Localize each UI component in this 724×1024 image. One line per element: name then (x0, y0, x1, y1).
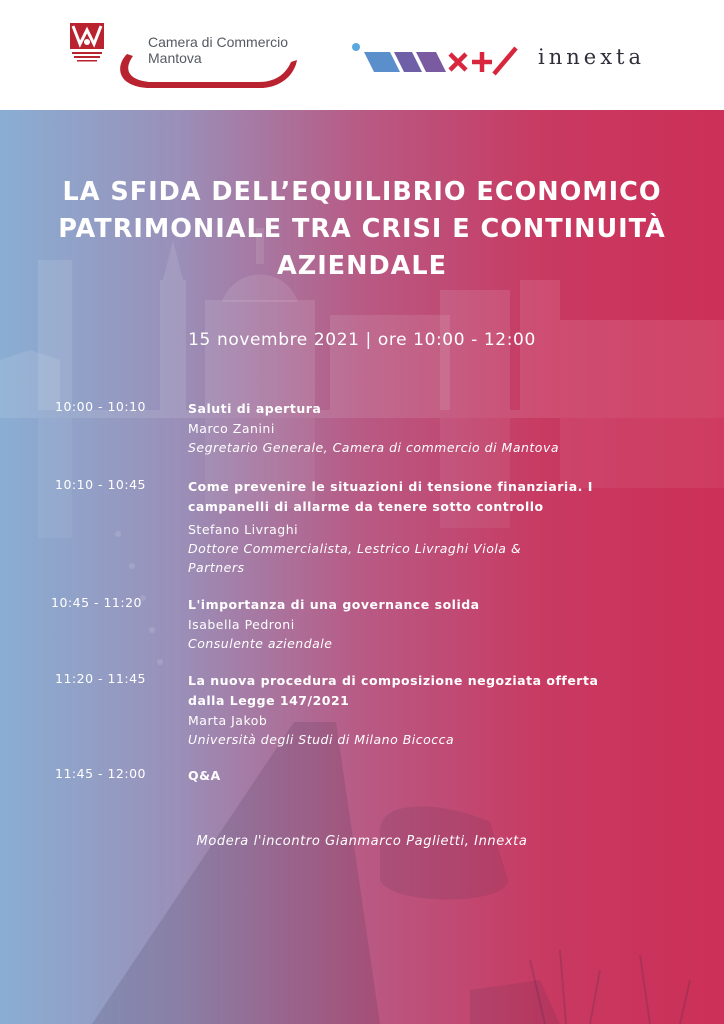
agenda-title: Q&A (188, 768, 221, 783)
innexta-graphic-mark (350, 38, 526, 78)
agenda-role: Consulente aziendale (188, 636, 333, 651)
agenda-time: 11:45 - 12:00 (55, 766, 147, 781)
agenda-speaker: Isabella Pedroni (188, 617, 295, 632)
chamber-crest-logo (68, 22, 106, 62)
poster-title-line: AZIENDALE (276, 251, 448, 281)
poster-title-line: LA SFIDA DELL’EQUILIBRIO ECONOMICO (62, 177, 662, 207)
chamber-swoosh-logo (113, 50, 299, 92)
agenda-title: La nuova procedura di composizione negoziata offerta (188, 673, 599, 688)
event-date-time: 15 novembre 2021 | ore 10:00 - 12:00 (188, 330, 536, 350)
agenda-speaker: Stefano Livraghi (188, 522, 299, 537)
agenda-speaker: Marta Jakob (188, 713, 268, 728)
agenda-body (188, 671, 668, 749)
agenda-speaker: Marco Zanini (188, 421, 275, 436)
agenda-time: 10:10 - 10:45 (55, 477, 147, 492)
chamber-name-line1: Camera di Commercio (148, 34, 289, 50)
agenda-title: L'importanza di una governance solida (188, 597, 480, 612)
agenda-body (188, 595, 668, 653)
poster-title-line: PATRIMONIALE TRA CRISI E CONTINUITÀ (58, 214, 666, 244)
agenda-time: 10:45 - 11:20 (51, 595, 143, 610)
agenda-body (188, 766, 668, 786)
agenda-role: Partners (188, 560, 245, 575)
agenda-role: Università degli Studi di Milano Bicocca (188, 732, 455, 747)
agenda-role: Dottore Commercialista, Lestrico Livraghi Viola & (188, 541, 522, 556)
agenda-role: Segretario Generale, Camera di commercio di Mantova (188, 440, 560, 455)
agenda-time: 11:20 - 11:45 (55, 671, 147, 686)
agenda-time: 10:00 - 10:10 (55, 399, 147, 414)
agenda-title: Come prevenire le situazioni di tensione finanziaria. I (188, 479, 593, 494)
moderator-note: Modera l'incontro Gianmarco Paglietti, Innexta (196, 834, 528, 849)
agenda-title: dalla Legge 147/2021 (188, 693, 350, 708)
chamber-name-line2: Mantova (148, 50, 202, 66)
agenda-body (188, 399, 668, 457)
poster-title (20, 174, 704, 285)
agenda-body (188, 477, 668, 577)
header-bar (0, 0, 724, 110)
agenda-title: Saluti di apertura (188, 401, 322, 416)
agenda-title: campanelli di allarme da tenere sotto controllo (188, 499, 544, 514)
innexta-wordmark: innexta (538, 45, 645, 69)
